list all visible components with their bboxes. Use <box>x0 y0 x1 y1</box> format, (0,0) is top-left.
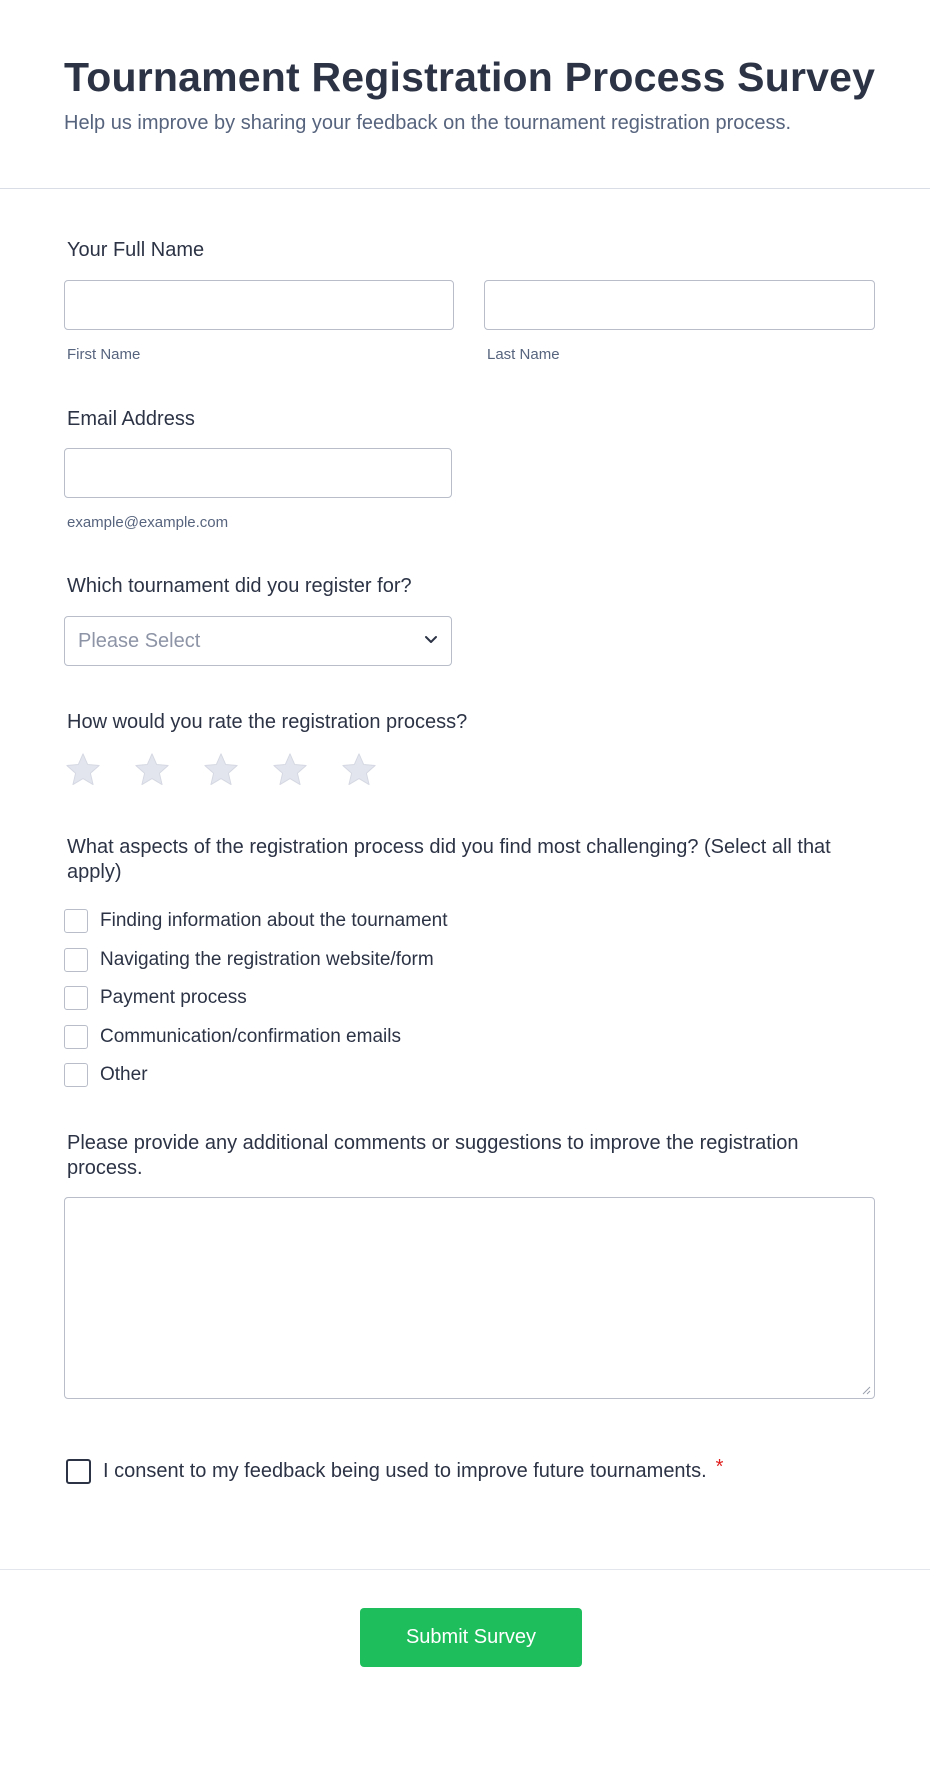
star-rating <box>64 751 378 789</box>
tournament-label: Which tournament did you register for? <box>67 575 412 597</box>
email-sublabel: example@example.com <box>67 514 229 531</box>
last-name-sublabel: Last Name <box>487 346 560 363</box>
full-name-label: Your Full Name <box>67 239 205 261</box>
star-icon[interactable] <box>340 751 378 789</box>
survey-form <box>0 189 930 1569</box>
checkbox[interactable] <box>64 909 88 933</box>
form-header <box>0 0 930 189</box>
checkbox-label: Payment process <box>100 987 247 1009</box>
tournament-select-value: Please Select <box>78 630 201 652</box>
email-label: Email Address <box>67 408 195 430</box>
checkbox-option[interactable] <box>64 1018 448 1057</box>
checkbox[interactable] <box>64 1025 88 1049</box>
checkbox-option[interactable] <box>64 941 448 980</box>
required-asterisk: * <box>715 1456 724 1478</box>
email-input[interactable] <box>64 448 452 498</box>
first-name-input[interactable] <box>64 280 454 330</box>
resize-grip-icon[interactable] <box>861 1385 871 1395</box>
checkbox-label: Other <box>100 1064 148 1086</box>
comments-textarea[interactable] <box>64 1197 875 1399</box>
checkbox[interactable] <box>64 1063 88 1087</box>
checkbox-option[interactable] <box>64 979 448 1018</box>
checkbox-option[interactable] <box>64 1056 448 1095</box>
checkbox-label: Navigating the registration website/form <box>100 948 434 970</box>
rating-label: How would you rate the registration process? <box>67 711 468 733</box>
consent-label: I consent to my feedback being used to improve future tournaments. <box>103 1460 707 1482</box>
consent-checkbox[interactable] <box>66 1459 91 1484</box>
first-name-sublabel: First Name <box>67 346 141 363</box>
form-subtitle: Help us improve by sharing your feedback on the tournament registration process. <box>64 112 792 134</box>
checkbox-option[interactable] <box>64 902 448 941</box>
star-icon[interactable] <box>133 751 171 789</box>
checkbox-label: Communication/confirmation emails <box>100 1025 401 1047</box>
comments-label: Please provide any additional comments or suggestions to improve the registration process. <box>67 1132 799 1179</box>
form-title: Tournament Registration Process Survey <box>64 54 876 100</box>
challenges-checklist <box>64 902 448 1095</box>
chevron-down-icon <box>423 631 439 647</box>
submit-button[interactable]: Submit Survey <box>360 1608 582 1667</box>
form-footer <box>0 1569 930 1768</box>
checkbox[interactable] <box>64 986 88 1010</box>
challenges-label: What aspects of the registration process did you find most challenging? (Select all that apply) <box>67 836 831 883</box>
checkbox-label: Finding information about the tournament <box>100 910 448 932</box>
consent-row[interactable] <box>66 1456 724 1484</box>
star-icon[interactable] <box>202 751 240 789</box>
last-name-input[interactable] <box>484 280 875 330</box>
tournament-select[interactable] <box>64 616 452 666</box>
checkbox[interactable] <box>64 948 88 972</box>
star-icon[interactable] <box>271 751 309 789</box>
star-icon[interactable] <box>64 751 102 789</box>
